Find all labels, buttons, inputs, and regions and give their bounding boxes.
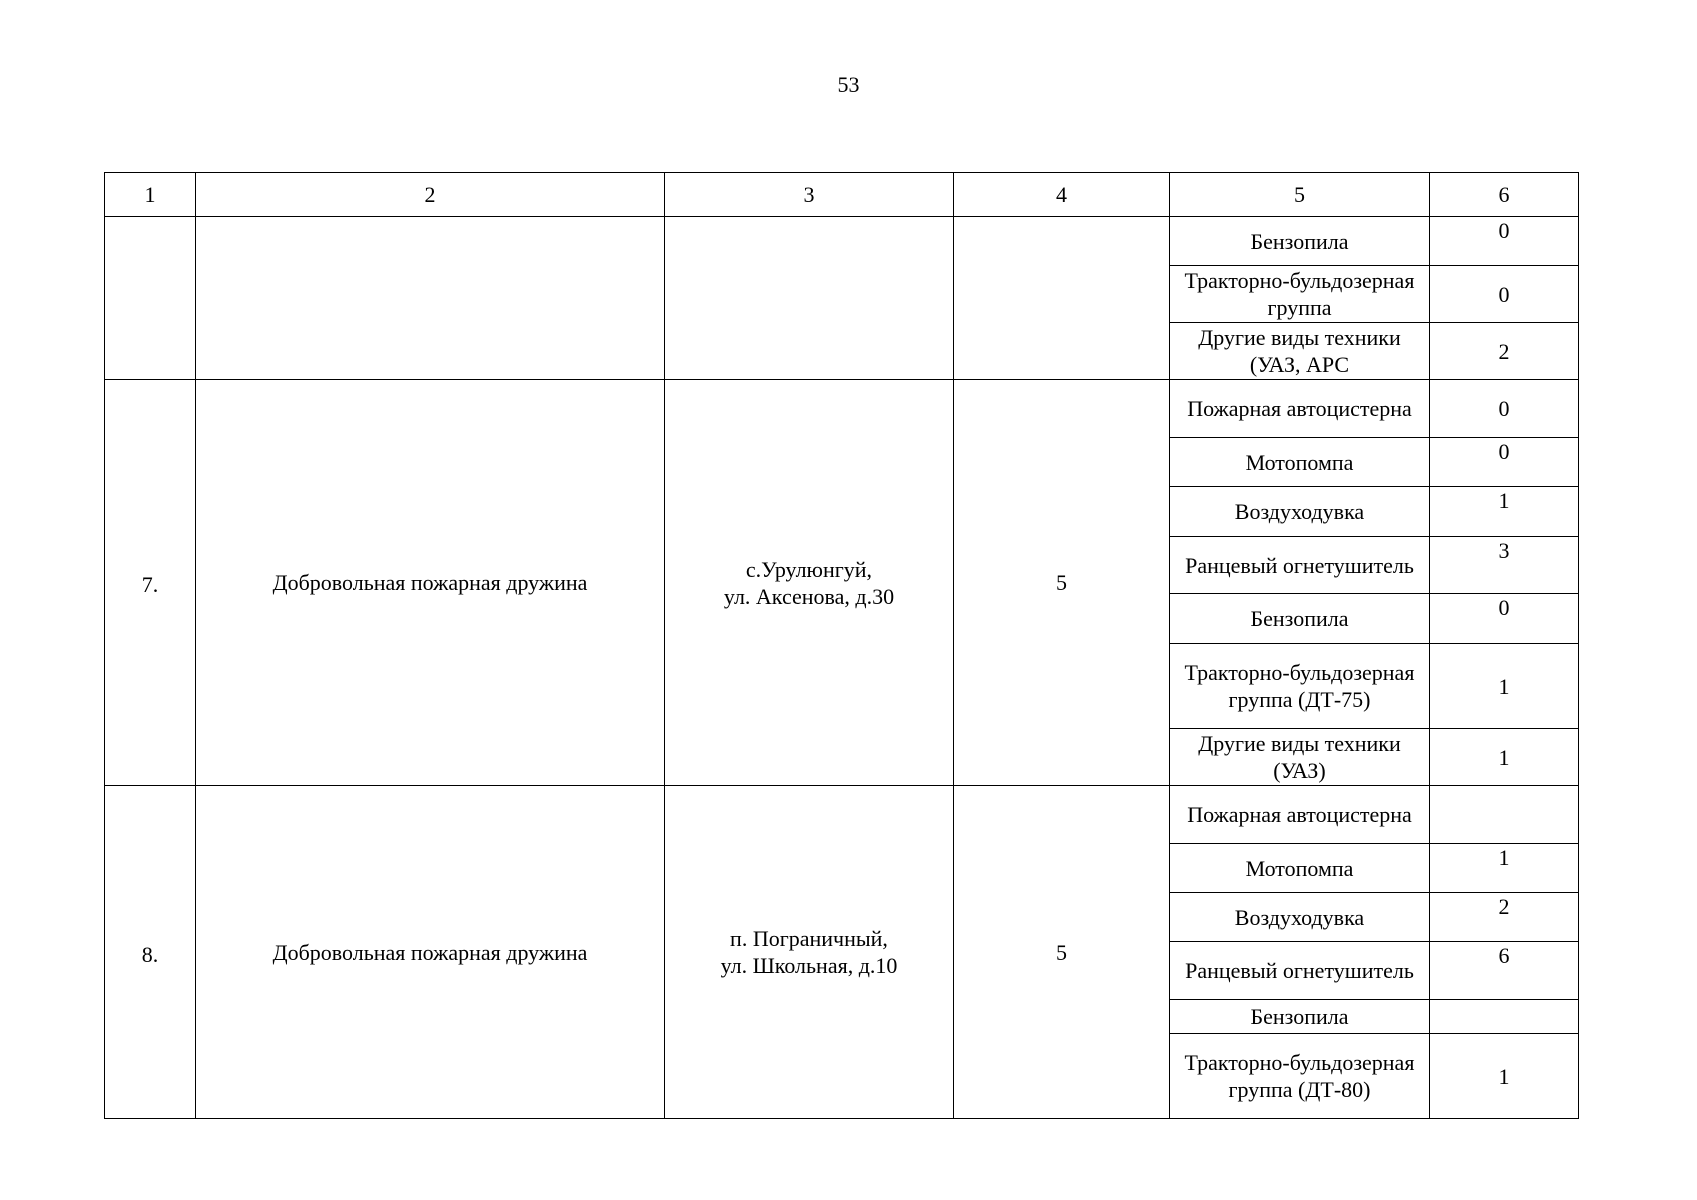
quantity-cell: 1	[1430, 644, 1579, 729]
equipment-cell: Бензопила	[1170, 217, 1430, 266]
quantity-cell: 0	[1430, 380, 1579, 438]
type-cell	[196, 217, 665, 380]
index-cell: 8.	[105, 786, 196, 1119]
quantity-cell: 0	[1430, 217, 1579, 266]
equipment-cell: Тракторно-бульдозерная группа (ДТ-80)	[1170, 1034, 1430, 1119]
column-header: 2	[196, 173, 665, 217]
location-line: с.Урулюнгуй,	[745, 556, 873, 582]
count-cell: 5	[954, 786, 1170, 1119]
quantity-cell: 3	[1430, 537, 1579, 594]
count-cell: 5	[954, 380, 1170, 786]
equipment-cell: Другие виды техники (УАЗ)	[1170, 729, 1430, 786]
table-header-row	[105, 173, 1579, 217]
quantity-cell	[1430, 786, 1579, 844]
quantity-cell: 0	[1430, 438, 1579, 487]
equipment-cell: Мотопомпа	[1170, 844, 1430, 893]
table-row	[105, 786, 1579, 844]
equipment-cell: Мотопомпа	[1170, 438, 1430, 487]
location-line: ул. Аксенова, д.30	[723, 583, 895, 609]
location-cell	[665, 786, 954, 1119]
column-header: 3	[665, 173, 954, 217]
equipment-cell: Ранцевый огнетушитель	[1170, 942, 1430, 1000]
equipment-cell: Воздуходувка	[1170, 487, 1430, 537]
index-cell	[105, 217, 196, 380]
equipment-cell: Ранцевый огнетушитель	[1170, 537, 1430, 594]
equipment-cell: Другие виды техники (УАЗ, АРС	[1170, 323, 1430, 380]
table-row	[105, 217, 1579, 266]
equipment-table	[104, 172, 1579, 1119]
equipment-cell: Тракторно-бульдозерная группа (ДТ-75)	[1170, 644, 1430, 729]
location-cell	[665, 217, 954, 380]
count-cell	[954, 217, 1170, 380]
quantity-cell	[1430, 1000, 1579, 1034]
quantity-cell: 1	[1430, 487, 1579, 537]
type-cell: Добровольная пожарная дружина	[196, 380, 665, 786]
quantity-cell: 2	[1430, 893, 1579, 942]
column-header: 5	[1170, 173, 1430, 217]
table-row	[105, 380, 1579, 438]
quantity-cell: 2	[1430, 323, 1579, 380]
equipment-cell: Тракторно-бульдозерная группа	[1170, 266, 1430, 323]
column-header: 4	[954, 173, 1170, 217]
column-header: 6	[1430, 173, 1579, 217]
quantity-cell: 1	[1430, 844, 1579, 893]
quantity-cell: 6	[1430, 942, 1579, 1000]
column-header: 1	[105, 173, 196, 217]
location-line: ул. Школьная, д.10	[720, 953, 898, 978]
equipment-cell: Пожарная автоцистерна	[1170, 786, 1430, 844]
location-line: п. Пограничный,	[730, 926, 888, 951]
location-cell	[665, 380, 954, 786]
quantity-cell: 1	[1430, 1034, 1579, 1119]
equipment-cell: Бензопила	[1170, 594, 1430, 644]
index-cell: 7.	[105, 380, 196, 786]
quantity-cell: 0	[1430, 266, 1579, 323]
quantity-cell: 0	[1430, 594, 1579, 644]
equipment-cell: Воздуходувка	[1170, 893, 1430, 942]
page-number: 53	[837, 72, 860, 97]
equipment-cell: Бензопила	[1170, 1000, 1430, 1034]
equipment-cell: Пожарная автоцистерна	[1170, 380, 1430, 438]
type-cell: Добровольная пожарная дружина	[196, 786, 665, 1119]
quantity-cell: 1	[1430, 729, 1579, 786]
